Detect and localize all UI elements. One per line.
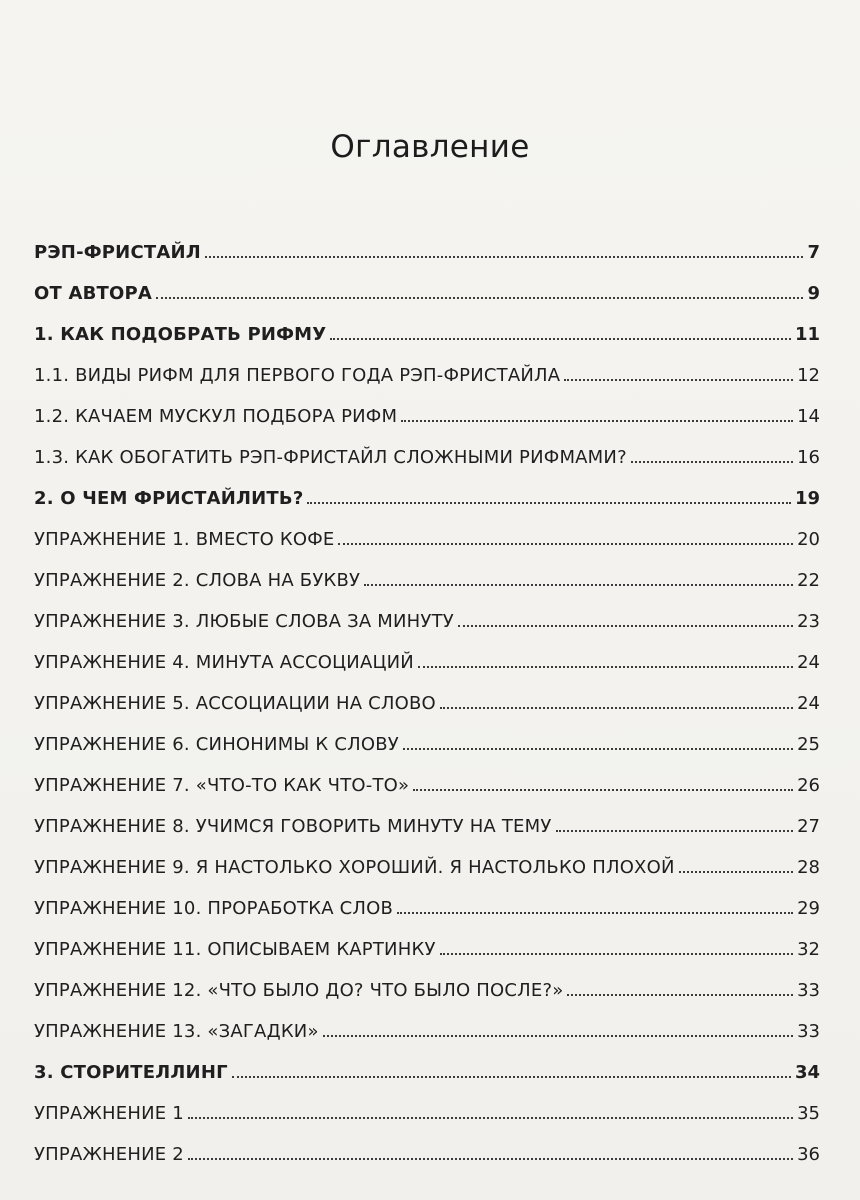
dot-leader bbox=[631, 461, 793, 463]
toc-entry-title: УПРАЖНЕНИЕ 11. ОПИСЫВАЕМ КАРТИНКУ bbox=[34, 939, 436, 960]
toc-entry-title: УПРАЖНЕНИЕ 5. АССОЦИАЦИИ НА СЛОВО bbox=[34, 693, 436, 714]
toc-page-number: 11 bbox=[794, 324, 820, 345]
toc-entry-title: УПРАЖНЕНИЕ 13. «ЗАГАДКИ» bbox=[34, 1021, 319, 1042]
toc-entry-title: 1.1. ВИДЫ РИФМ ДЛЯ ПЕРВОГО ГОДА РЭП-ФРИСТАЙЛА bbox=[34, 365, 561, 386]
toc-entry-row bbox=[34, 837, 820, 878]
dot-leader bbox=[330, 338, 791, 340]
dot-leader bbox=[564, 379, 793, 381]
dot-leader bbox=[188, 1117, 793, 1119]
dot-leader bbox=[307, 502, 790, 504]
toc-entry-row bbox=[34, 673, 820, 714]
toc-entry-title: УПРАЖНЕНИЕ 1 bbox=[34, 1103, 184, 1124]
toc-entry-row bbox=[34, 919, 820, 960]
toc-page-number: 33 bbox=[797, 1021, 820, 1042]
toc-page-number: 24 bbox=[797, 652, 820, 673]
page-title: Оглавление bbox=[330, 128, 530, 165]
toc-page-number: 34 bbox=[794, 1062, 820, 1083]
toc-page-number: 35 bbox=[797, 1103, 820, 1124]
toc-page-number: 7 bbox=[807, 242, 820, 263]
dot-leader bbox=[156, 297, 803, 299]
dot-leader bbox=[418, 666, 793, 668]
toc-entry-title: 3. СТОРИТЕЛЛИНГ bbox=[34, 1062, 228, 1083]
toc-page-number: 16 bbox=[797, 447, 820, 468]
dot-leader bbox=[401, 420, 793, 422]
toc-page-number: 19 bbox=[794, 488, 820, 509]
toc-entry-row bbox=[34, 1124, 820, 1165]
toc-entry-title: УПРАЖНЕНИЕ 3. ЛЮБЫЕ СЛОВА ЗА МИНУТУ bbox=[34, 611, 454, 632]
toc-entry-row bbox=[34, 345, 820, 386]
toc-entry-row bbox=[34, 1083, 820, 1124]
toc-entry-row bbox=[34, 1001, 820, 1042]
toc-entry-title: УПРАЖНЕНИЕ 7. «ЧТО-ТО КАК ЧТО-ТО» bbox=[34, 775, 410, 796]
toc-section-row bbox=[34, 263, 820, 304]
toc-entry-title: УПРАЖНЕНИЕ 2 bbox=[34, 1144, 184, 1165]
toc-section-row bbox=[34, 222, 820, 263]
dot-leader bbox=[440, 953, 793, 955]
toc-entry-title: 1.2. КАЧАЕМ МУСКУЛ ПОДБОРА РИФМ bbox=[34, 406, 398, 427]
toc-entry-row bbox=[34, 796, 820, 837]
dot-leader bbox=[458, 625, 793, 627]
table-of-contents bbox=[34, 222, 820, 1165]
dot-leader bbox=[567, 994, 793, 996]
toc-page-number: 36 bbox=[797, 1144, 820, 1165]
toc-section-row bbox=[34, 1042, 820, 1083]
dot-leader bbox=[556, 830, 794, 832]
toc-entry-row bbox=[34, 714, 820, 755]
toc-page-number: 32 bbox=[797, 939, 820, 960]
toc-page-number: 28 bbox=[797, 857, 820, 878]
toc-page-number: 33 bbox=[797, 980, 820, 1001]
toc-entry-title: УПРАЖНЕНИЕ 6. СИНОНИМЫ К СЛОВУ bbox=[34, 734, 399, 755]
dot-leader bbox=[338, 543, 793, 545]
toc-entry-title: УПРАЖНЕНИЕ 9. Я НАСТОЛЬКО ХОРОШИЙ. Я НАСТОЛЬКО ПЛОХОЙ bbox=[34, 857, 675, 878]
toc-page-number: 22 bbox=[797, 570, 820, 591]
dot-leader bbox=[440, 707, 793, 709]
toc-entry-title: УПРАЖНЕНИЕ 2. СЛОВА НА БУКВУ bbox=[34, 570, 361, 591]
toc-section-row bbox=[34, 468, 820, 509]
dot-leader bbox=[364, 584, 793, 586]
toc-entry-row bbox=[34, 550, 820, 591]
toc-page-number: 9 bbox=[807, 283, 820, 304]
toc-entry-title: 2. О ЧЕМ ФРИСТАЙЛИТЬ? bbox=[34, 488, 304, 509]
toc-page-number: 24 bbox=[797, 693, 820, 714]
dot-leader bbox=[205, 256, 804, 258]
dot-leader bbox=[403, 748, 793, 750]
toc-entry-title: 1.3. КАК ОБОГАТИТЬ РЭП-ФРИСТАЙЛ СЛОЖНЫМИ РИФМАМИ? bbox=[34, 447, 627, 468]
toc-page-number: 29 bbox=[797, 898, 820, 919]
dot-leader bbox=[679, 871, 793, 873]
toc-entry-title: УПРАЖНЕНИЕ 1. ВМЕСТО КОФЕ bbox=[34, 529, 335, 550]
toc-entry-title: УПРАЖНЕНИЕ 12. «ЧТО БЫЛО ДО? ЧТО БЫЛО ПОСЛЕ?» bbox=[34, 980, 564, 1001]
toc-entry-row bbox=[34, 632, 820, 673]
toc-page-number: 20 bbox=[797, 529, 820, 550]
toc-entry-row bbox=[34, 386, 820, 427]
dot-leader bbox=[323, 1035, 793, 1037]
toc-page-number: 12 bbox=[797, 365, 820, 386]
toc-page-number: 26 bbox=[797, 775, 820, 796]
toc-entry-row bbox=[34, 509, 820, 550]
toc-page-number: 23 bbox=[797, 611, 820, 632]
toc-page-number: 27 bbox=[797, 816, 820, 837]
toc-entry-title: УПРАЖНЕНИЕ 10. ПРОРАБОТКА СЛОВ bbox=[34, 898, 394, 919]
toc-entry-title: РЭП-ФРИСТАЙЛ bbox=[34, 242, 201, 263]
toc-page-number: 14 bbox=[797, 406, 820, 427]
toc-page-number: 25 bbox=[797, 734, 820, 755]
dot-leader bbox=[413, 789, 793, 791]
dot-leader bbox=[232, 1076, 791, 1078]
toc-entry-row bbox=[34, 427, 820, 468]
toc-entry-row bbox=[34, 878, 820, 919]
dot-leader bbox=[188, 1158, 793, 1160]
toc-entry-row bbox=[34, 755, 820, 796]
toc-entry-title: ОТ АВТОРА bbox=[34, 283, 153, 304]
toc-entry-title: 1. КАК ПОДОБРАТЬ РИФМУ bbox=[34, 324, 327, 345]
toc-entry-row bbox=[34, 591, 820, 632]
dot-leader bbox=[397, 912, 793, 914]
toc-entry-row bbox=[34, 960, 820, 1001]
toc-entry-title: УПРАЖНЕНИЕ 8. УЧИМСЯ ГОВОРИТЬ МИНУТУ НА ТЕМУ bbox=[34, 816, 552, 837]
toc-section-row bbox=[34, 304, 820, 345]
toc-entry-title: УПРАЖНЕНИЕ 4. МИНУТА АССОЦИАЦИЙ bbox=[34, 652, 414, 673]
